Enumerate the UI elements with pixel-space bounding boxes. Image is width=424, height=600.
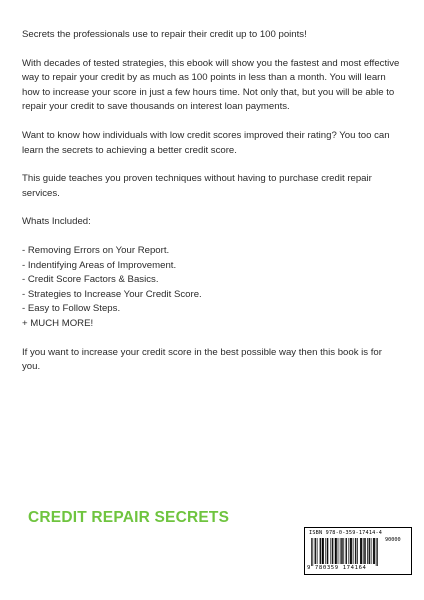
barcode-bar <box>317 538 318 564</box>
blurb <box>22 28 402 389</box>
barcode-bar <box>365 538 366 564</box>
barcode-bar <box>346 538 347 564</box>
barcode-bar <box>333 538 334 564</box>
book-title: CREDIT REPAIR SECRETS <box>28 509 230 526</box>
barcode-bar <box>311 538 312 566</box>
barcode-bar <box>348 538 349 564</box>
list-item: - Indentifying Areas of Improvement. <box>22 259 177 271</box>
barcode-bar <box>330 538 331 564</box>
barcode-bar <box>361 538 362 564</box>
intro-text: Secrets the professionals use to repair their credit up to 100 points! <box>22 29 307 40</box>
barcode-bar <box>338 538 339 564</box>
barcode-bar <box>351 538 352 564</box>
barcode-bar <box>353 538 354 564</box>
list-item: - Strategies to Increase Your Credit Score. <box>22 288 202 300</box>
barcode-bar <box>312 538 313 566</box>
list-item: + MUCH MORE! <box>22 317 94 329</box>
barcode-bar <box>356 538 357 564</box>
included-heading: Whats Included: <box>22 216 91 228</box>
barcode-bar <box>341 538 342 564</box>
list-item: - Credit Score Factors & Basics. <box>22 274 159 286</box>
description-paragraph: With decades of tested strategies, this ebook will show you the fastest and most effective way to repair your credit by as much as 100 points in less than a month. You will learn how to increase your score in just a few hours time. Not only that, but you will be able to repair your credit to save thousands on interest loan payments. <box>22 57 400 113</box>
barcode-bar <box>351 538 352 564</box>
description-paragraph: Want to know how individuals with low credit scores improved their rating? You too can learn the secrets to achieving a better credit score. <box>22 129 390 156</box>
barcode-bar <box>325 538 326 564</box>
barcode-bar <box>361 538 362 564</box>
barcode-bar <box>369 538 370 564</box>
barcode-bar <box>355 538 356 564</box>
barcode-bar <box>320 538 321 564</box>
barcode-bar <box>373 538 374 564</box>
barcode-bar <box>350 538 351 564</box>
barcode-bar <box>364 538 365 564</box>
barcode-bar <box>360 538 361 564</box>
barcode-bar <box>328 538 329 564</box>
barcode-bar <box>315 538 316 564</box>
barcode-bar <box>363 538 364 564</box>
barcode-bar <box>315 538 316 564</box>
included-list <box>22 244 402 332</box>
barcode-bar <box>346 538 347 564</box>
barcode-digits: 9 780359 174164 <box>307 565 367 571</box>
barcode-bars <box>309 536 409 566</box>
barcode-addon: 90000 <box>385 537 401 543</box>
barcode-bar <box>327 538 328 564</box>
barcode-bar <box>371 538 372 564</box>
barcode-bar <box>374 538 375 564</box>
barcode-bar <box>322 538 323 564</box>
barcode-bar <box>320 538 321 564</box>
description-paragraph: This guide teaches you proven techniques without having to purchase credit repair services. <box>22 173 372 199</box>
barcode-bar <box>376 538 377 566</box>
barcode-bar <box>335 538 336 564</box>
barcode-bar <box>340 538 341 564</box>
barcode-bar <box>343 538 344 564</box>
barcode-bar <box>323 538 324 564</box>
barcode-bar <box>332 538 333 564</box>
barcode-bar <box>374 538 375 564</box>
barcode-bar <box>336 538 337 564</box>
barcode-bar <box>335 538 336 564</box>
barcode-bar <box>367 538 368 564</box>
closing-text: If you want to increase your credit score in the best possible way then this book is for you. <box>22 346 382 373</box>
barcode-bar <box>323 538 324 564</box>
isbn-barcode <box>304 527 412 575</box>
barcode-bar <box>342 538 343 564</box>
barcode-bar <box>357 538 358 564</box>
barcode-bar <box>377 538 378 566</box>
list-item: - Easy to Follow Steps. <box>22 303 121 315</box>
list-item: - Removing Errors on Your Report. <box>22 244 170 256</box>
isbn-label: ISBN 978-0-359-17414-4 <box>309 530 383 536</box>
barcode-bar <box>369 538 370 564</box>
